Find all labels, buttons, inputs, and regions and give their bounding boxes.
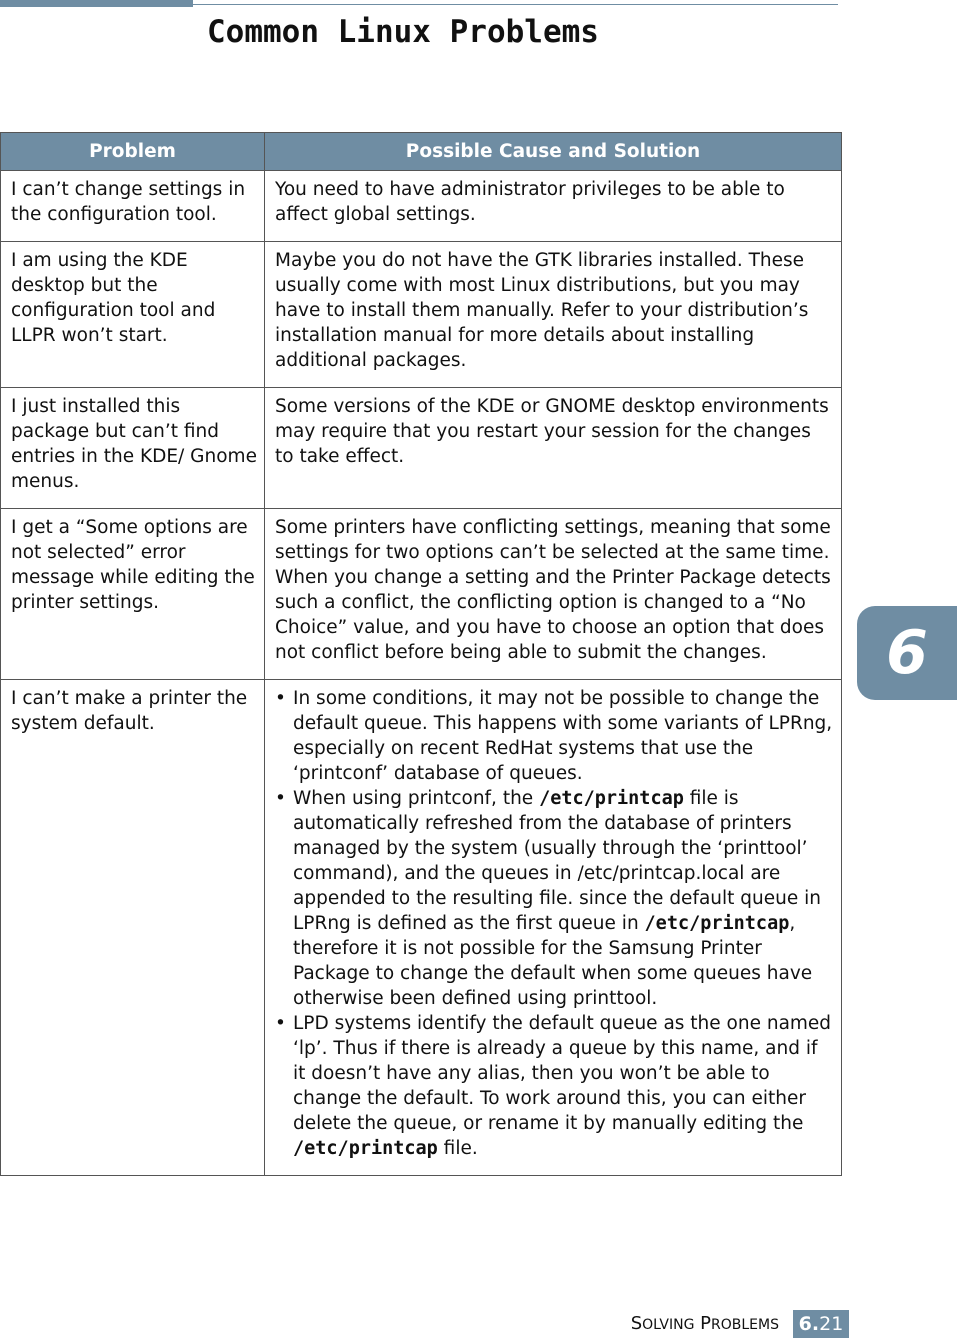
footer (0, 1310, 957, 1340)
bullet-text: file. (437, 1138, 478, 1159)
bullet-text: file is automatically refreshed from the database of printers managed by the system (usually through the ‘printtool’ command), and the queues in /etc/printcap.local are appended to the resulting file. since the default queue in LPRng is defined as the first queue in (293, 788, 821, 934)
bullet-text: In some conditions, it may not be possible to change the default queue. This happens with some variants of LPRng, especially on recent RedHat systems that use the ‘printconf’ database of queues. (293, 688, 833, 784)
problem-cell: I just installed this package but can’t find entries in the KDE/ Gnome menus. (1, 388, 265, 509)
solution-cell: Maybe you do not have the GTK libraries installed. These usually come with most Linux distributions, but you may have to install them manually. Refer to your distribution’s installation manual for more details about installing additional packages. (265, 242, 842, 388)
bullet-text: When using printconf, the (293, 788, 540, 809)
column-header-problem: Problem (1, 133, 265, 171)
table-row (1, 388, 842, 509)
column-header-solution: Possible Cause and Solution (265, 133, 842, 171)
code-path: /etc/printcap (293, 1138, 438, 1159)
problem-cell: I get a “Some options are not selected” error message while editing the printer settings. (1, 509, 265, 680)
page-chapter: 6. (798, 1313, 820, 1335)
solution-cell (265, 680, 842, 1176)
table-row (1, 171, 842, 242)
chapter-tab: 6 (857, 606, 957, 700)
solution-cell: You need to have administrator privileges to be able to affect global settings. (265, 171, 842, 242)
header-accent-bar (0, 0, 193, 7)
table-row (1, 509, 842, 680)
page-number: 21 (819, 1313, 844, 1335)
table-header-row (1, 133, 842, 171)
footer-section-title: SOLVING PROBLEMS (630, 1313, 779, 1334)
page-title: Common Linux Problems (207, 14, 599, 50)
solution-cell: Some printers have conflicting settings, meaning that some settings for two options can’t be selected at the same time. When you change a setting and the Printer Package detects such a conflict, the conflicting option is changed to a “No Choice” value, and you have to choose an option that does not conflict before being able to submit the changes. (265, 509, 842, 680)
problems-table (0, 132, 842, 1176)
table-row (1, 680, 842, 1176)
problem-cell: I can’t change settings in the configuration tool. (1, 171, 265, 242)
problem-cell: I am using the KDE desktop but the configuration tool and LLPR won’t start. (1, 242, 265, 388)
code-path: /etc/printcap (644, 913, 790, 934)
page-number-badge (793, 1310, 849, 1338)
header-rule (193, 4, 838, 5)
bullet-item (275, 1011, 833, 1161)
solution-cell: Some versions of the KDE or GNOME desktop environments may require that you restart your session for the changes to take effect. (265, 388, 842, 509)
bullet-item (275, 686, 833, 786)
problem-cell: I can’t make a printer the system default. (1, 680, 265, 1176)
bullet-text: LPD systems identify the default queue as the one named ‘lp’. Thus if there is already a queue by this name, and if it doesn’t have any alias, then you won’t be able to change the default. To work around this, you can either delete the queue, or rename it by manually editing the (293, 1013, 832, 1134)
solution-bullet-list (275, 686, 833, 1161)
bullet-item (275, 786, 833, 1011)
bullet-text: , therefore it is not possible for the Samsung Printer Package to change the default when some queues have otherwise been defined using printtool. (293, 913, 813, 1009)
code-path: /etc/printcap (539, 788, 684, 809)
table-row (1, 242, 842, 388)
